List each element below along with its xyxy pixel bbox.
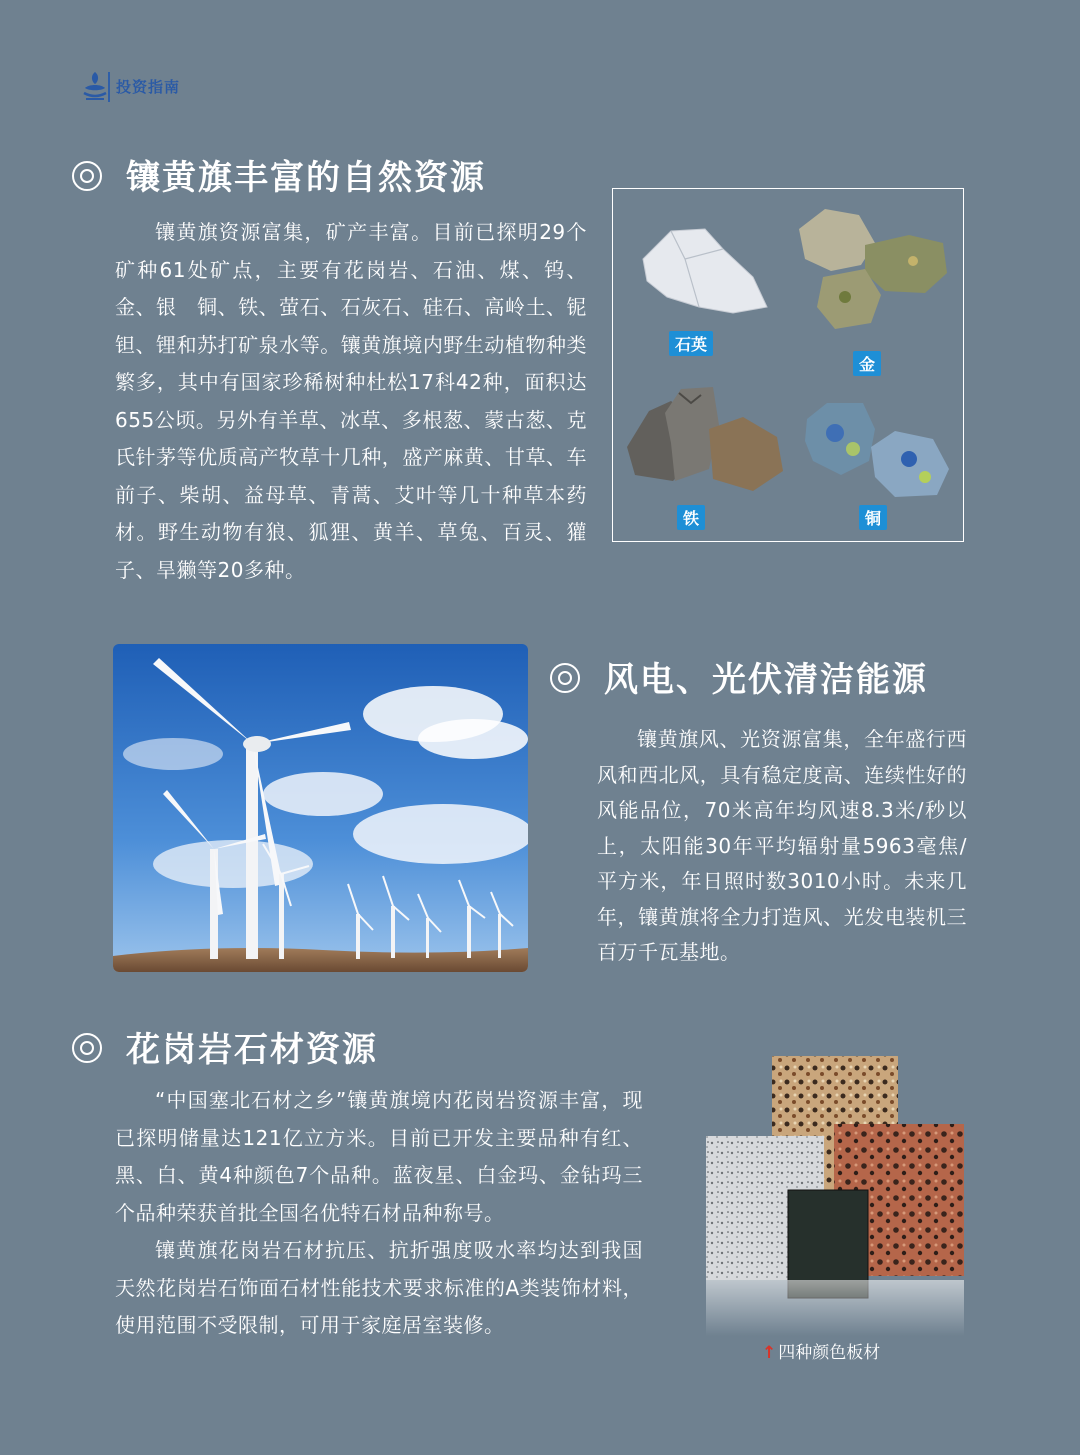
iron-ore-image bbox=[627, 387, 783, 491]
minerals-photo-panel bbox=[612, 188, 964, 542]
paragraph: “中国塞北石材之乡”镶黄旗境内花岗岩资源丰富，现已探明储量达121亿立方米。目前已开发主要品种有红、黑、白、黄4种颜色7个品种。蓝夜星、白金玛、金钻玛三个品种荣获首批全国名优特石材品种称号。 bbox=[115, 1088, 643, 1225]
mineral-label-gold: 金 bbox=[853, 351, 881, 376]
county-logo-icon bbox=[80, 68, 110, 104]
natural-resources-text bbox=[115, 214, 587, 589]
caption-arrow-icon: ↑ bbox=[762, 1343, 777, 1363]
minerals-illustration bbox=[613, 189, 962, 540]
mineral-label-copper: 铜 bbox=[859, 505, 887, 530]
granite-text bbox=[115, 1082, 643, 1345]
mineral-label-iron: 铁 bbox=[677, 505, 705, 530]
paragraph: 镶黄旗风、光资源富集，全年盛行西风和西北风，具有稳定度高、连续性好的风能品位，70米高年均风速8.3米/秒以上，太阳能30年平均辐射量5963毫焦/平方米，年日照时数3010小时。未来几年，镶黄旗将全力打造风、光发电装机三百万千瓦基地。 bbox=[597, 727, 967, 964]
section-title-natural-resources bbox=[72, 150, 486, 199]
section-bullet-icon bbox=[550, 663, 580, 693]
granite-caption bbox=[762, 1338, 880, 1363]
copper-ore-image bbox=[805, 403, 949, 497]
mineral-label-quartz: 石英 bbox=[669, 331, 713, 356]
section-bullet-icon bbox=[72, 1033, 102, 1063]
section-title-text: 镶黄旗丰富的自然资源 bbox=[126, 158, 486, 198]
section-title-text: 风电、光伏清洁能源 bbox=[604, 660, 928, 700]
granite-slabs-image bbox=[700, 1050, 970, 1340]
header-divider bbox=[108, 72, 110, 102]
section-bullet-icon bbox=[72, 161, 102, 191]
header-label: 投资指南 bbox=[116, 78, 181, 96]
caption-text: 四种颜色板材 bbox=[778, 1343, 881, 1363]
section-title-granite bbox=[72, 1022, 378, 1071]
section-title-text: 花岗岩石材资源 bbox=[126, 1030, 378, 1070]
paragraph: 镶黄旗花岗岩石材抗压、抗折强度吸水率均达到我国天然花岗岩石饰面石材性能技术要求标准的A类装饰材料，使用范围不受限制，可用于家庭居室装修。 bbox=[115, 1238, 643, 1337]
wind-turbines-photo bbox=[113, 644, 528, 972]
quartz-image bbox=[643, 229, 767, 313]
clean-energy-text bbox=[597, 722, 967, 971]
paragraph: 镶黄旗资源富集，矿产丰富。目前已探明29个矿种61处矿点，主要有花岗岩、石油、煤、钨、金、银 铜、铁、萤石、石灰石、硅石、高岭土、铌钽、锂和苏打矿泉水等。镶黄旗境内野生动植物种类繁多，其中有国家珍稀树种杜松17科42种，面积达655公顷。另外有羊草、冰草、多根葱、蒙古葱、克氏针茅等优质高产牧草十几种，盛产麻黄、甘草、车前子、柴胡、益母草、青蒿、艾叶等几十种草本药材。野生动物有狼、狐狸、黄羊、草兔、百灵、獾子、旱獭等20多种。 bbox=[115, 220, 587, 582]
gold-ore-image bbox=[799, 209, 947, 329]
section-title-clean-energy bbox=[550, 652, 928, 701]
